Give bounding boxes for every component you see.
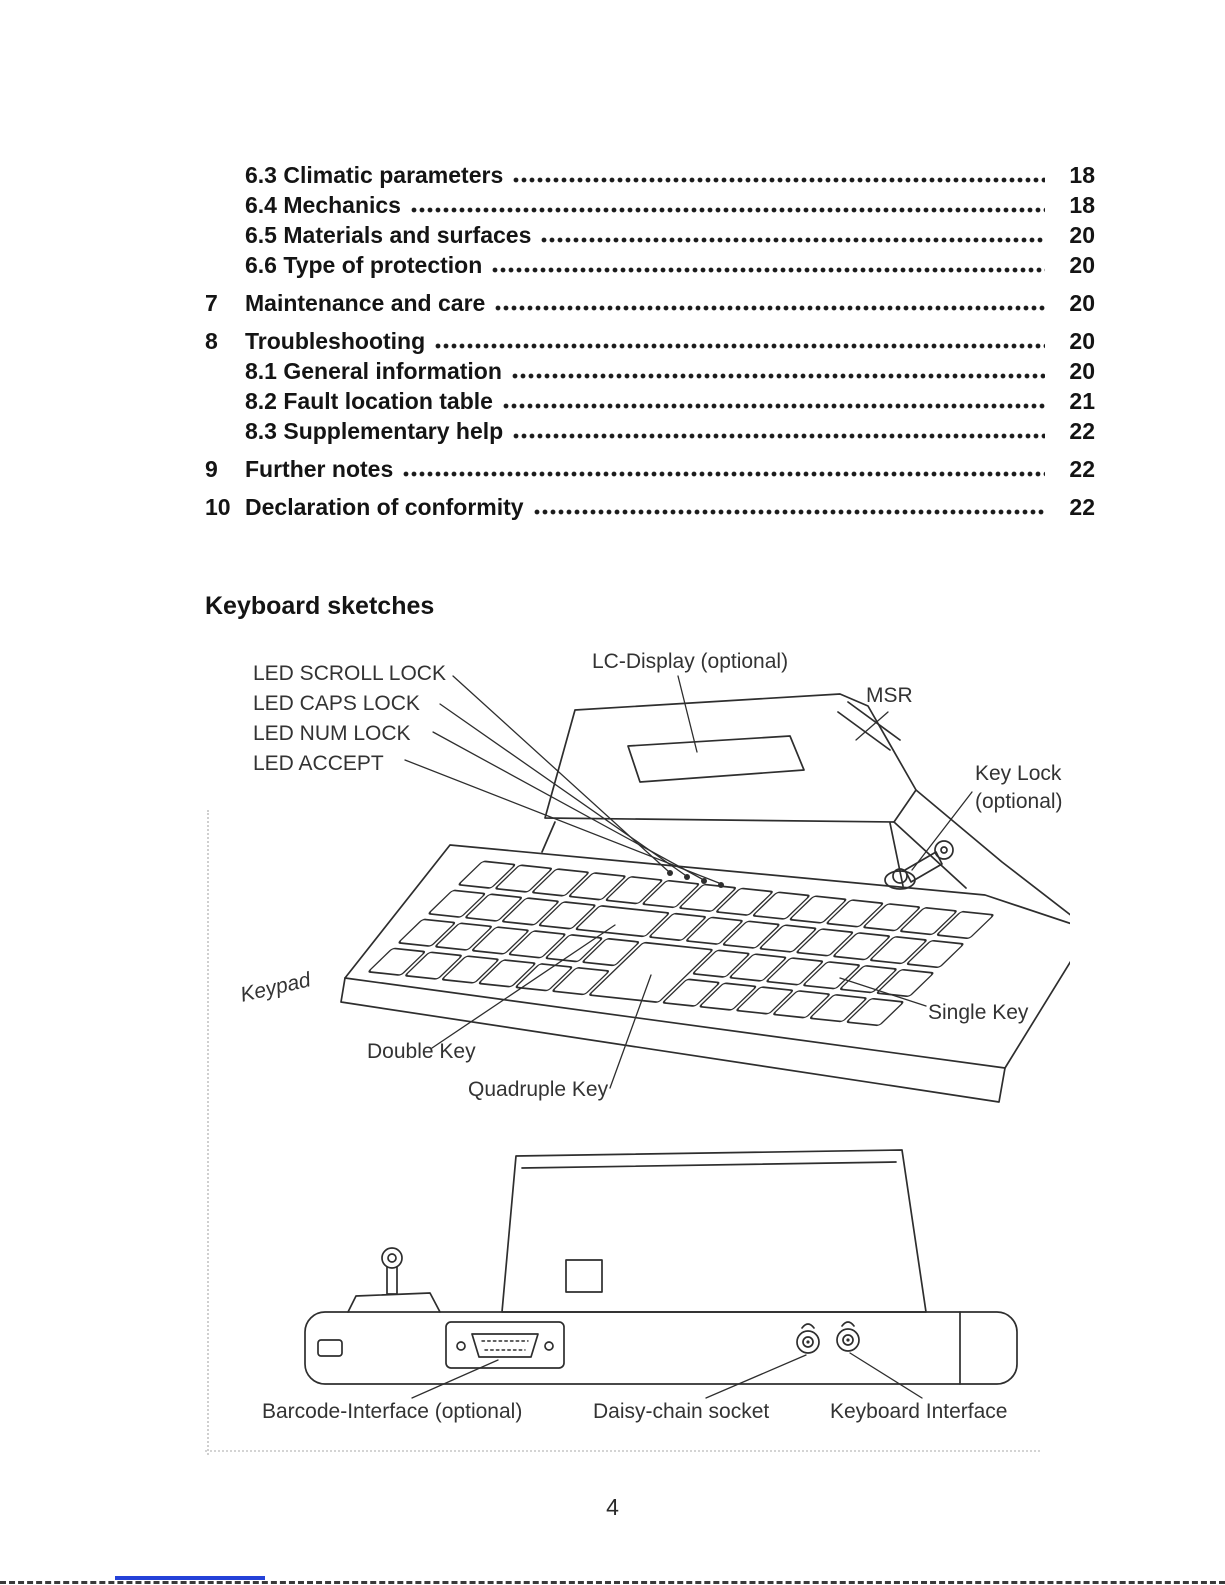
toc-entry-label: 6.6 Type of protection [245, 252, 483, 278]
toc-leader-dots [513, 433, 1045, 439]
toc-entry-label: 8.1 General information [245, 358, 502, 384]
toc-entry-label: Declaration of conformity [245, 494, 524, 520]
toc-leader-dots [503, 403, 1045, 409]
toc-entry-label: Further notes [245, 456, 394, 482]
section-heading: Keyboard sketches [205, 592, 435, 620]
label-lc-display: LC-Display (optional) [592, 650, 789, 673]
toc-leader-dots [513, 177, 1045, 183]
scan-dotted-artifact-bottom [205, 1450, 1040, 1452]
double-key [575, 906, 669, 937]
toc-entry-number: 7 [205, 290, 218, 316]
keyboard-rear-sketch-drawing [200, 1130, 1070, 1405]
toc-entry [205, 326, 1095, 356]
label-led-caps-lock: LED CAPS LOCK [253, 692, 420, 715]
scan-edge-line [0, 1581, 1225, 1584]
key-grid [368, 861, 994, 1025]
toc-entry-page: 20 [1069, 358, 1095, 384]
toc-entry-page: 18 [1069, 162, 1095, 188]
label-key-lock: Key Lock [975, 762, 1062, 785]
toc-entry-page: 20 [1069, 222, 1095, 248]
toc-entry-page: 22 [1069, 456, 1095, 482]
scan-dotted-artifact-left [207, 810, 209, 1455]
toc-entry-label: 6.3 Climatic parameters [245, 162, 504, 188]
toc-entry-number: 8 [205, 328, 218, 354]
label-led-scroll-lock: LED SCROLL LOCK [253, 662, 446, 685]
page-number: 4 [606, 1494, 619, 1520]
toc-leader-dots [534, 509, 1045, 515]
toc-entry-number: 9 [205, 456, 218, 482]
label-keyboard-interface: Keyboard Interface [830, 1400, 1008, 1423]
toc-entry-page: 20 [1069, 328, 1095, 354]
toc-leader-dots [512, 373, 1045, 379]
toc-entry [205, 386, 1095, 416]
toc-entry-page: 20 [1069, 252, 1095, 278]
toc-entry [205, 356, 1095, 386]
toc-entry-page: 18 [1069, 192, 1095, 218]
toc-entry-page: 20 [1069, 290, 1095, 316]
lcd-screen [628, 736, 804, 782]
toc-entry [205, 160, 1095, 190]
toc-leader-dots [495, 305, 1045, 311]
toc-entry [205, 288, 1095, 318]
label-single-key: Single Key [928, 1001, 1029, 1024]
toc-entry-label: Troubleshooting [245, 328, 426, 354]
keyboard-rear-sketch [200, 1130, 1070, 1405]
round-connectors [797, 1322, 859, 1353]
callout-lines [412, 1353, 922, 1398]
toc-entry [205, 250, 1095, 280]
keyboard-top-sketch [200, 640, 1070, 1135]
toc-entry [205, 416, 1095, 446]
toc-entry [205, 492, 1095, 522]
label-daisy-chain-socket: Daisy-chain socket [593, 1400, 770, 1423]
dsub-connector [446, 1322, 564, 1368]
toc-entry-page: 21 [1069, 388, 1095, 414]
toc-leader-dots [492, 267, 1045, 273]
rear-key-lock-drawing [382, 1248, 402, 1294]
label-led-num-lock: LED NUM LOCK [253, 722, 411, 745]
toc-entry-number: 10 [205, 494, 231, 520]
keyboard-body-rear [305, 1293, 1017, 1384]
toc-leader-dots [411, 207, 1045, 213]
toc-entry [205, 454, 1095, 484]
label-double-key: Double Key [367, 1040, 476, 1063]
toc-entry [205, 220, 1095, 250]
blue-pen-mark [115, 1576, 265, 1580]
label-led-accept: LED ACCEPT [253, 752, 384, 775]
label-barcode-interface: Barcode-Interface (optional) [262, 1400, 523, 1423]
toc-leader-dots [435, 343, 1045, 349]
toc-entry-label: 6.5 Materials and surfaces [245, 222, 532, 248]
toc-entry-label: Maintenance and care [245, 290, 486, 316]
table-of-contents [205, 160, 1095, 522]
toc-entry-page: 22 [1069, 418, 1095, 444]
toc-leader-dots [541, 237, 1045, 243]
label-quadruple-key: Quadruple Key [468, 1078, 609, 1101]
toc-entry-label: 8.3 Supplementary help [245, 418, 504, 444]
label-key-lock-optional: (optional) [975, 790, 1063, 813]
toc-entry [205, 190, 1095, 220]
label-keypad: Keypad [238, 968, 313, 1007]
toc-entry-page: 22 [1069, 494, 1095, 520]
display-rear-panel [502, 1150, 926, 1312]
toc-entry-label: 8.2 Fault location table [245, 388, 493, 414]
toc-leader-dots [403, 471, 1045, 477]
toc-entry-label: 6.4 Mechanics [245, 192, 401, 218]
label-msr: MSR [866, 684, 913, 707]
